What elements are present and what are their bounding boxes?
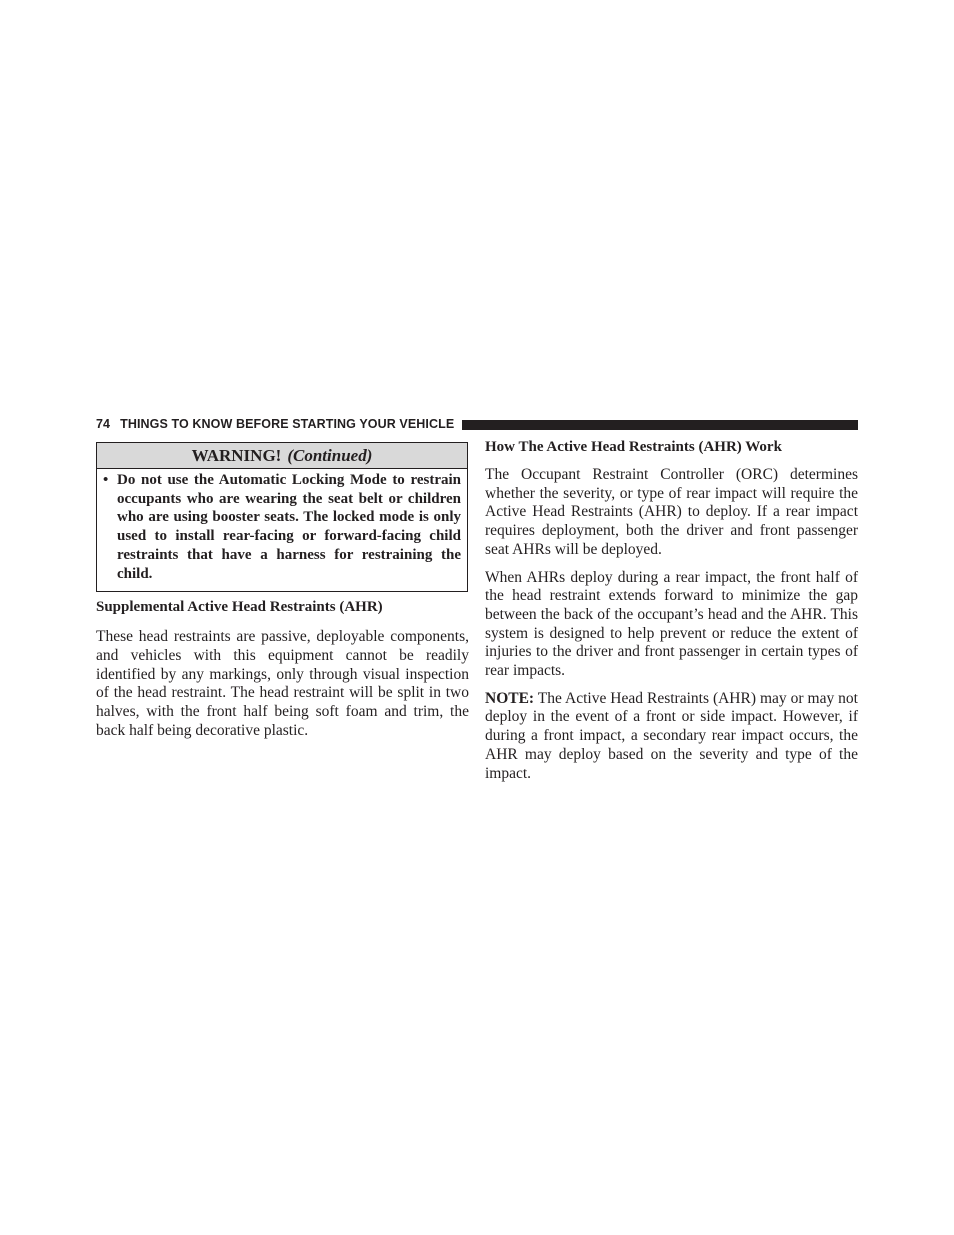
left-column <box>96 442 469 740</box>
warning-body <box>97 469 467 591</box>
right-paragraph-1: The Occupant Restraint Controller (ORC) determines whether the severity, or type of rear impact will require the Active Head Restraints (AHR) to deploy. If a rear impact requires deployment, both the driver and front passenger seat AHRs will be deployed. <box>485 466 858 558</box>
section-title: THINGS TO KNOW BEFORE STARTING YOUR VEHICLE <box>120 417 455 431</box>
bullet-icon: • <box>103 472 109 488</box>
note-label: NOTE: <box>485 689 535 707</box>
warning-box <box>96 442 468 592</box>
left-heading: Supplemental Active Head Restraints (AHR) <box>96 599 383 616</box>
warning-text: Do not use the Automatic Locking Mode to restrain occupants who are wearing the seat belt or children who are using booster seats. The locked mode is only used to install rear-facing or forward-facing child restraints that have a harness for restraining the child. <box>117 472 461 582</box>
right-note <box>485 690 858 784</box>
warning-label: WARNING! <box>191 446 282 465</box>
right-paragraph-2: When AHRs deploy during a rear impact, the front half of the head restraint extends forward to minimize the gap between the back of the occupant’s head and the AHR. This system is designed to help prevent or reduce the extent of injuries to the driver and front passenger in certain types of rear impacts. <box>485 568 858 680</box>
page-header <box>96 417 858 431</box>
note-text: The Active Head Restraints (AHR) may or may not deploy in the event of a front or side impact. However, if during a front impact, a secondary rear impact occurs, the AHR may deploy based on the severity and type of the impact. <box>485 689 858 782</box>
header-rule-bar <box>462 420 858 430</box>
warning-title <box>97 443 467 469</box>
right-heading: How The Active Head Restraints (AHR) Work <box>485 439 782 455</box>
right-column <box>485 438 858 783</box>
page-number: 74 <box>96 417 111 431</box>
header-text <box>96 417 454 431</box>
left-paragraph: These head restraints are passive, deployable components, and vehicles with this equipment cannot be readily identified by any markings, only through visual inspection of the head restraint. The head restraint will be split in two halves, with the front half being soft foam and trim, the back half being decorative plastic. <box>96 628 469 739</box>
warning-continued: (Continued) <box>287 446 373 465</box>
